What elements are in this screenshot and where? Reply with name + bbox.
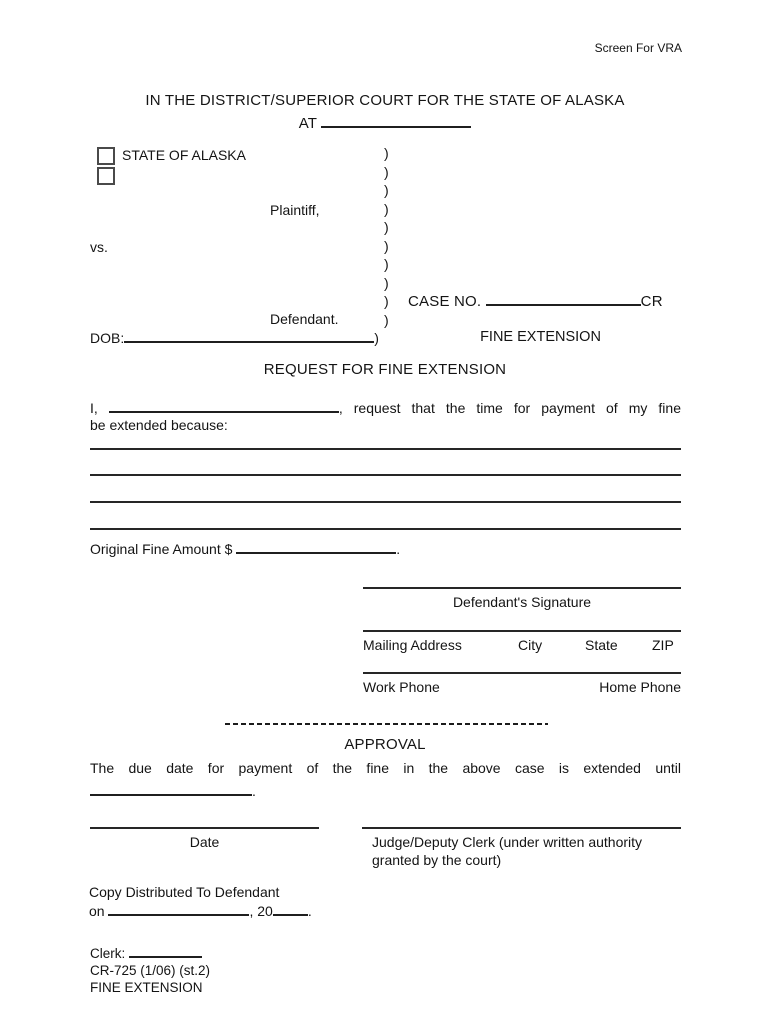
reason-line-3[interactable] [90, 501, 681, 503]
caption-close-paren: ) [374, 330, 379, 346]
form-number: CR-725 (1/06) (st.2) [90, 963, 211, 978]
approval-heading: APPROVAL [344, 736, 426, 753]
state-of-alaska-label: STATE OF ALASKA [122, 147, 246, 163]
fine-amount-label: Original Fine Amount $ [90, 541, 233, 557]
intro-middle: , request that the time for payment of my fine [338, 400, 681, 416]
paren: ) [384, 311, 389, 328]
work-phone-label: Work Phone [363, 679, 440, 695]
request-heading: REQUEST FOR FINE EXTENSION [263, 361, 507, 378]
approval-date-line[interactable] [90, 827, 319, 829]
case-no-label: CASE NO. [408, 293, 482, 310]
distribution-date-blank[interactable] [108, 902, 249, 916]
fine-amount-blank[interactable] [236, 540, 396, 554]
reason-line-4[interactable] [90, 528, 681, 530]
defendant-name-blank[interactable] [109, 399, 339, 413]
case-no-suffix: CR [640, 293, 663, 310]
phone-line[interactable] [363, 672, 681, 674]
case-no-row [408, 292, 663, 310]
paren: ) [384, 237, 389, 254]
zip-label: ZIP [652, 637, 674, 653]
dob-row [90, 329, 379, 346]
reason-line-1[interactable] [90, 448, 681, 450]
intro-prefix: I, [90, 400, 98, 416]
at-label: AT [298, 115, 317, 132]
approval-body-line1: The due date for payment of the fine in the above case is extended until [90, 760, 681, 776]
vs-label: vs. [90, 239, 108, 255]
state-label: State [585, 637, 618, 653]
phone-labels-row [363, 679, 681, 695]
approval-body-line2 [90, 782, 256, 799]
court-location-row [0, 114, 770, 132]
paren: ) [384, 274, 389, 291]
reason-line-2[interactable] [90, 474, 681, 476]
copy-distributed-label: Copy Distributed To Defendant [89, 884, 280, 900]
plaintiff-label: Plaintiff, [270, 202, 320, 218]
date-caption: Date [189, 834, 220, 850]
mailing-address-line[interactable] [363, 630, 681, 632]
mailing-address-label: Mailing Address [363, 637, 462, 653]
court-title: IN THE DISTRICT/SUPERIOR COURT FOR THE STATE OF ALASKA [145, 92, 625, 109]
distribution-year-blank[interactable] [273, 902, 308, 916]
approval-divider [225, 723, 548, 725]
on-label: on [89, 903, 105, 919]
paren: ) [384, 200, 389, 217]
year-prefix: , 20 [249, 903, 273, 919]
screen-for-vra-label: Screen For VRA [594, 41, 682, 55]
form-name-footer: FINE EXTENSION [90, 980, 203, 995]
request-intro-line2: be extended because: [90, 417, 228, 433]
paren: ) [384, 256, 389, 272]
other-party-checkbox[interactable] [97, 167, 115, 185]
extended-until-blank[interactable] [90, 782, 252, 796]
distribution-period: . [307, 903, 312, 919]
paren: ) [384, 219, 389, 235]
form-type-label: FINE EXTENSION [480, 329, 601, 345]
case-no-blank[interactable] [486, 292, 641, 306]
paren: ) [384, 163, 389, 180]
fine-amount-row [90, 540, 400, 557]
defendant-signature-line[interactable] [363, 587, 681, 589]
paren: ) [384, 182, 389, 198]
fine-amount-period: . [396, 541, 401, 557]
request-intro-line1 [90, 399, 681, 416]
clerk-row [90, 944, 202, 961]
approval-period: . [252, 783, 256, 799]
city-label: City [518, 637, 543, 653]
home-phone-label: Home Phone [599, 679, 681, 695]
judge-signature-line[interactable] [362, 827, 681, 829]
paren: ) [384, 293, 389, 309]
judge-caption-line2: granted by the court) [372, 852, 502, 868]
dob-label: DOB: [90, 330, 125, 346]
clerk-blank[interactable] [129, 944, 202, 958]
clerk-label: Clerk: [90, 946, 126, 961]
at-location-blank[interactable] [321, 114, 471, 128]
judge-caption-line1: Judge/Deputy Clerk (under written authority [372, 834, 643, 850]
dob-blank[interactable] [124, 329, 374, 343]
defendant-label: Defendant. [270, 311, 339, 327]
state-of-alaska-checkbox[interactable] [97, 147, 115, 165]
copy-distributed-date-row [89, 902, 312, 919]
caption-paren-column [384, 144, 389, 329]
paren: ) [384, 145, 389, 161]
defendant-signature-caption: Defendant's Signature [452, 594, 592, 610]
